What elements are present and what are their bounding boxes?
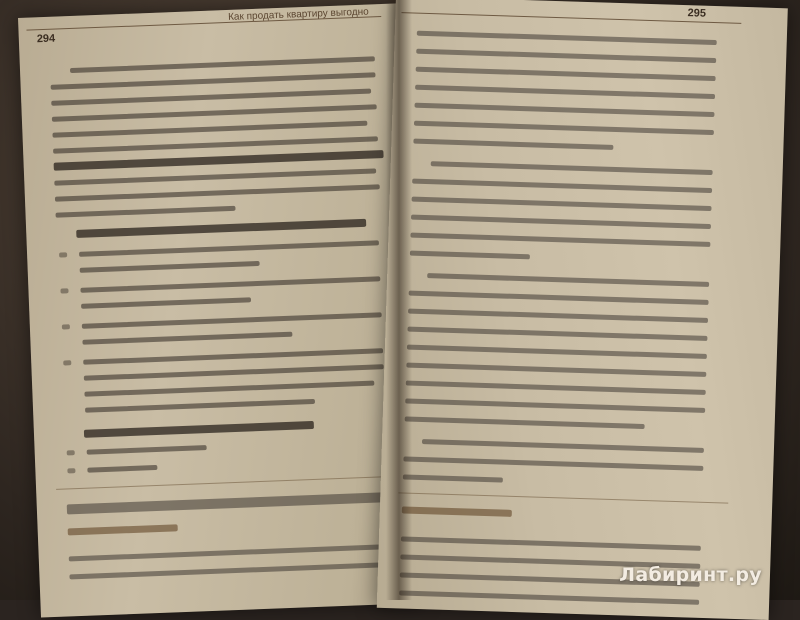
text-line [409,291,709,305]
text-line [417,31,717,45]
text-line [412,179,712,193]
list-marker [60,288,68,293]
text-line [84,381,374,397]
text-line [52,121,367,138]
text-line [403,474,503,482]
section-rule [398,492,728,503]
text-line [70,56,375,73]
text-line [399,590,699,604]
page-number: 294 [36,32,56,46]
text-line [81,297,251,309]
text-line [410,251,530,260]
list-marker [63,360,71,365]
text-line [407,345,707,359]
bold-text-line [84,421,314,438]
right-page [377,0,788,620]
text-line [415,85,715,99]
watermark-text: Лабиринт.ру [619,564,762,586]
text-line [54,168,376,185]
text-line [401,536,701,550]
text-line [405,398,705,412]
text-line [51,72,376,89]
section-heading [67,492,387,514]
text-line [410,233,710,247]
text-line [82,312,382,329]
running-header: Как продать квартиру выгодно [227,6,369,23]
watermark-logo [619,564,762,586]
text-line [416,49,716,63]
text-line [416,67,716,81]
subsection-heading [402,506,512,516]
text-line [56,206,236,218]
text-line [80,261,260,273]
list-marker [59,252,67,257]
text-line [405,416,645,429]
page-number: 295 [687,7,707,20]
list-marker [67,468,75,473]
text-line [82,332,292,345]
text-line [69,562,389,579]
subsection-heading [68,524,178,535]
text-line [431,161,713,175]
text-line [406,381,706,395]
text-line [84,364,384,381]
text-line [422,439,704,453]
text-line [80,276,380,293]
text-line [408,309,708,323]
text-line [85,399,315,413]
section-rule [56,476,396,490]
text-line [83,348,383,365]
text-line [403,456,703,470]
left-page [18,3,421,617]
text-line [55,184,380,201]
text-line [415,103,715,117]
text-line [407,327,707,341]
text-line [87,445,207,455]
book-gutter [386,0,412,600]
bold-text-line [76,219,366,238]
text-line [413,139,613,150]
list-marker [62,324,70,329]
bold-text-line [54,150,384,171]
text-line [51,89,371,106]
text-line [52,104,377,121]
text-line [87,465,157,473]
text-line [412,197,712,211]
text-line [406,363,706,377]
text-line [427,273,709,287]
text-line [69,544,399,562]
text-line [411,215,711,229]
text-line [414,121,714,135]
text-line [79,240,379,257]
list-marker [67,450,75,455]
